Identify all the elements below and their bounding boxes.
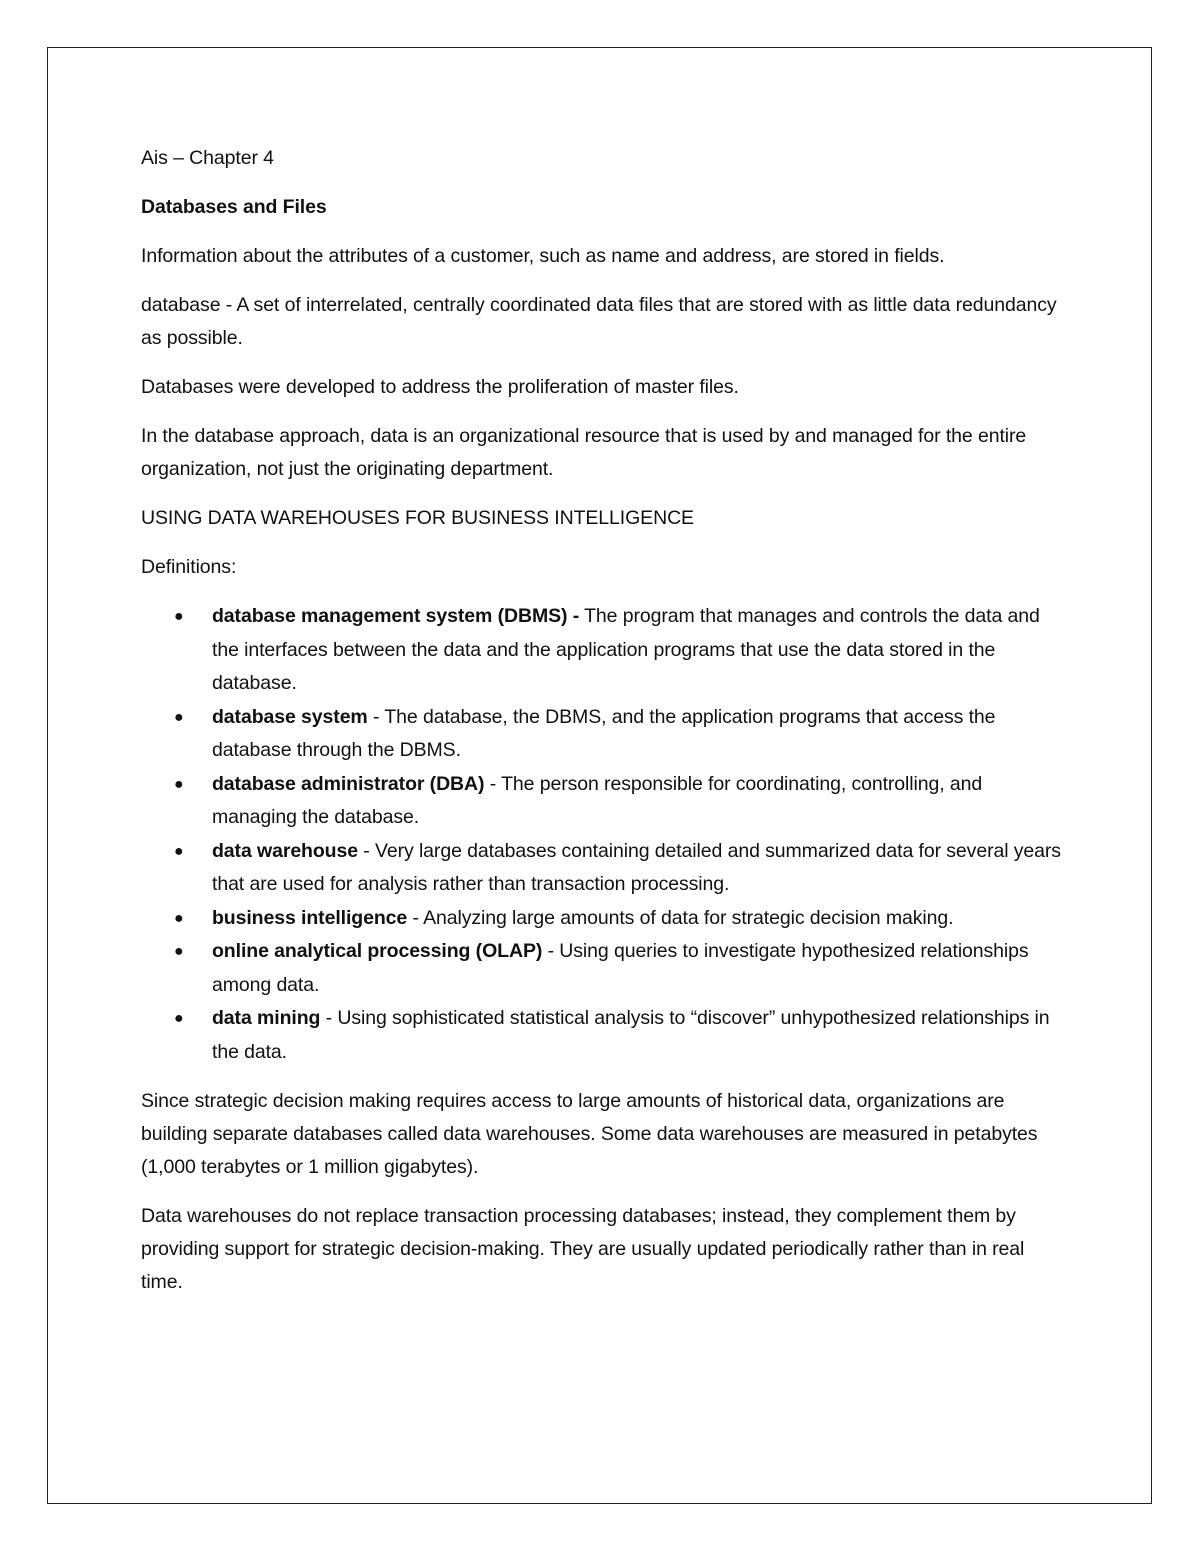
definitions-list [141, 600, 1066, 1069]
definitions-label: Definitions: [141, 556, 237, 578]
definition-term: data mining [212, 1007, 321, 1029]
definition-term: business intelligence [212, 906, 408, 929]
definition-term: database management system (DBMS) - [212, 605, 580, 627]
definition-text: - Using sophisticated statistical analysis to “discover” unhypothesized relationships in the data. [212, 1007, 1050, 1063]
bullet-icon: ● [174, 775, 184, 793]
bullet-icon: ● [174, 1010, 184, 1027]
paragraph-fields: Information about the attributes of a customer, such as name and address, are stored in fields. [141, 245, 945, 267]
list-item [141, 701, 1066, 768]
bullet-icon: ● [174, 608, 184, 625]
paragraph-database-approach: In the database approach, data is an organizational resource that is used by and managed for the entire organization, not just the originating department. [141, 425, 1027, 480]
definition-term: database system [212, 705, 368, 728]
document-title: Ais – Chapter 4 [141, 147, 274, 169]
definition-term: database administrator (DBA) [212, 772, 485, 795]
list-item [141, 1002, 1066, 1069]
document-body [141, 142, 1066, 1315]
list-item [141, 902, 1066, 936]
paragraph-database-definition: database - A set of interrelated, centrally coordinated data files that are stored with as little data redundancy as possible. [141, 294, 1057, 349]
list-item [141, 768, 1066, 835]
paragraph-master-files: Databases were developed to address the proliferation of master files. [141, 376, 739, 398]
bullet-icon: ● [174, 708, 184, 726]
list-item [141, 600, 1066, 701]
section-heading-databases: Databases and Files [141, 196, 327, 218]
definition-text: - The database, the DBMS, and the application programs that access the database through the DBMS. [212, 705, 996, 761]
paragraph-warehouse-complement: Data warehouses do not replace transaction processing databases; instead, they complement them by providing support for strategic decision-making. They are usually updated periodically rather than in real time. [141, 1205, 1025, 1293]
definition-term: data warehouse [212, 839, 358, 862]
section-heading-data-warehouses: USING DATA WAREHOUSES FOR BUSINESS INTELLIGENCE [141, 507, 694, 529]
bullet-icon: ● [174, 943, 184, 960]
bullet-icon: ● [174, 842, 184, 860]
definition-text: - Very large databases containing detailed and summarized data for several years that are used for analysis rather than transaction processing. [212, 839, 1061, 895]
definition-text: - Analyzing large amounts of data for strategic decision making. [407, 906, 954, 929]
list-item [141, 835, 1066, 902]
definition-text: - The person responsible for coordinating, controlling, and managing the database. [212, 772, 983, 828]
paragraph-strategic-decisions: Since strategic decision making requires access to large amounts of historical data, organizations are building separate databases called data warehouses. Some data warehouses are measured in petabytes (1,000 terabytes or 1 million gigabytes). [141, 1090, 1038, 1178]
definition-term: online analytical processing (OLAP) [212, 940, 543, 962]
list-item [141, 935, 1066, 1002]
bullet-icon: ● [174, 909, 184, 927]
definition-text: - Using queries to investigate hypothesized relationships among data. [212, 940, 1029, 996]
definition-text: The program that manages and controls the data and the interfaces between the data and the application programs that use the data stored in the database. [212, 605, 1040, 694]
